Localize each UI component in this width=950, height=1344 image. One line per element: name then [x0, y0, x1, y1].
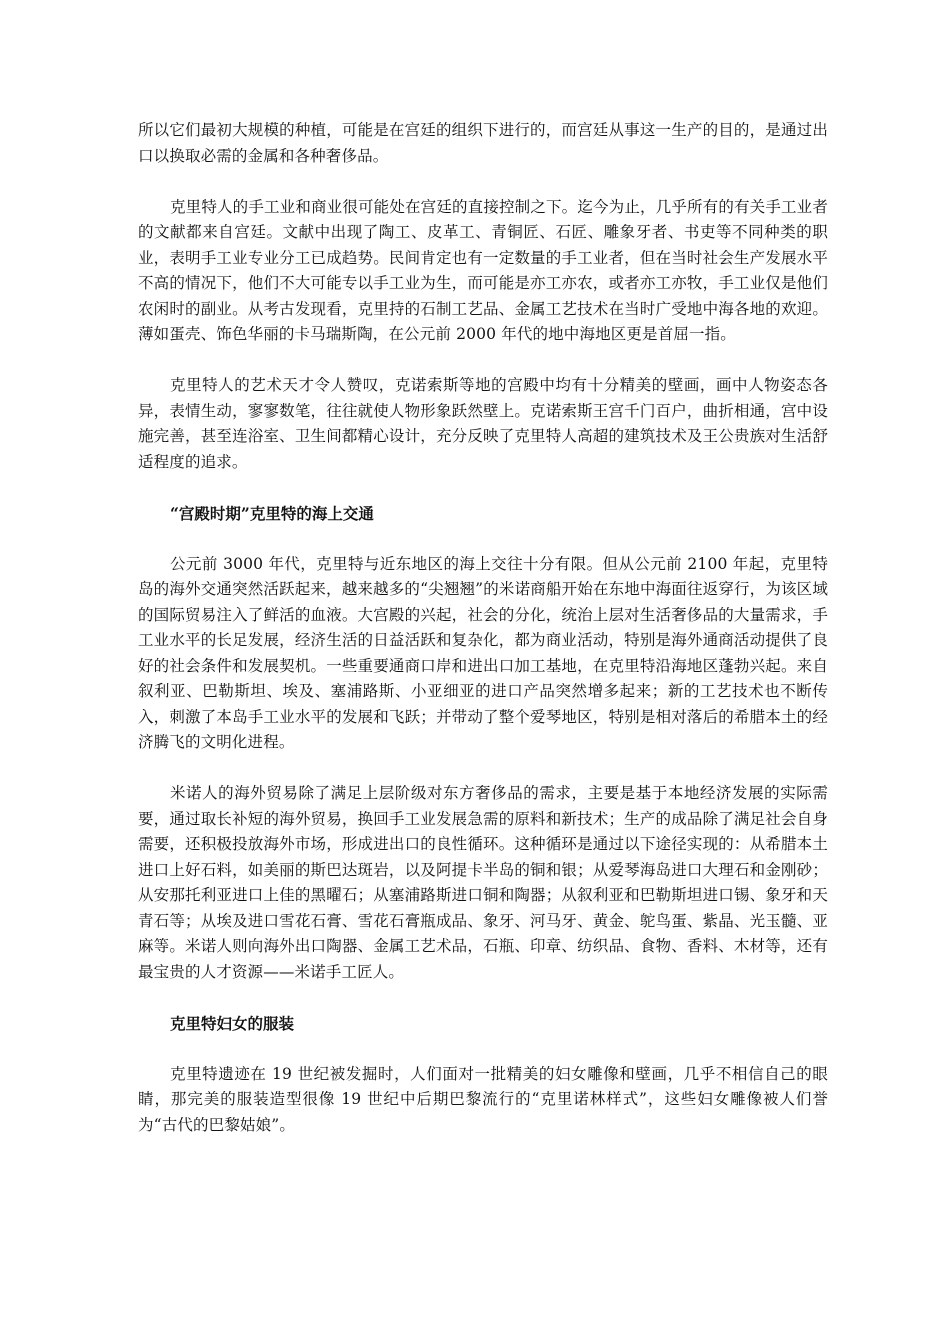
paragraph-art-architecture: 克里特人的艺术天才令人赞叹，克诺索斯等地的宫殿中均有十分精美的壁画，画中人物姿态各异，表情生动，寥寥数笔，往往就使人物形象跃然壁上。克诺索斯王宫千门百户，曲折相通，宫中设施完善，甚至连浴室、卫生间都精心设计，充分反映了克里特人高超的建筑技术及王公贵族对生活舒适程度的追求。 [138, 376, 828, 471]
paragraph-minoan-overseas-trade: 米诺人的海外贸易除了满足上层阶级对东方奢侈品的需求，主要是基于本地经济发展的实际需要，通过取长补短的海外贸易，换回手工业发展急需的原料和新技术；生产的成品除了满足社会自身需要，还积极投放海外市场，形成进出口的良性循环。这种循环是通过以下途径实现的：从希腊本土进口上好石料，如美丽的斯巴达斑岩，以及阿提卡半岛的铜和银；从爱琴海岛进口大理石和金刚砂；从安那托利亚进口上佳的黑曜石；从塞浦路斯进口铜和陶器；从叙利亚和巴勒斯坦进口锡、象牙和天青石等；从埃及进口雪花石膏、雪花石膏瓶成品、象牙、河马牙、黄金、鸵鸟蛋、紫晶、光玉髓、亚麻等。米诺人则向海外出口陶器、金属工艺术品，石瓶、印章、纺织品、食物、香料、木材等，还有最宝贵的人才资源——米诺手工匠人。 [138, 784, 828, 981]
paragraph-womens-clothing: 克里特遗迹在 19 世纪被发掘时，人们面对一批精美的妇女雕像和壁画，几乎不相信自己的眼睛，那完美的服装造型很像 19 世纪中后期巴黎流行的“克里诺林样式”，这些妇女雕像被人们誉为“古代的巴黎姑娘”。 [138, 1064, 828, 1134]
paragraph-handicraft-commerce: 克里特人的手工业和商业很可能处在宫廷的直接控制之下。迄今为止，几乎所有的有关手工业者的文献都来自宫廷。文献中出现了陶工、皮革工、青铜匠、石匠、雕象牙者、书吏等不同种类的职业，表明手工业专业分工已成趋势。民间肯定也有一定数量的手工业者，但在当时社会生产发展水平不高的情况下，他们不大可能专以手工业为生，而可能是亦工亦农，或者亦工亦牧，手工业仅是他们农闲时的副业。从考古发现看，克里持的石制工艺品、金属工艺技术在当时广受地中海各地的欢迎。薄如蛋壳、饰色华丽的卡马瑞斯陶，在公元前 2000 年代的地中海地区更是首屈一指。 [138, 197, 828, 343]
paragraph-gap [138, 348, 828, 374]
paragraph-gap [138, 756, 828, 782]
paragraph-gap [138, 526, 828, 552]
document-page [138, 118, 828, 1138]
paragraph-maritime-trade: 公元前 3000 年代，克里特与近东地区的海上交往十分有限。但从公元前 2100 年起，克里特岛的海外交通突然活跃起来，越来越多的“尖翘翘”的米诺商船开始在东地中海面往返穿行，为该区域的国际贸易注入了鲜活的血液。大宫殿的兴起，社会的分化，统治上层对生活奢侈品的大量需求，手工业水平的长足发展，经济生活的日益活跃和复杂化，都为商业活动，特别是海外通商活动提供了良好的社会条件和发展契机。一些重要通商口岸和进出口加工基地，在克里特沿海地区蓬勃兴起。来自叙利亚、巴勒斯坦、埃及、塞浦路斯、小亚细亚的进口产品突然增多起来；新的工艺技术也不断传入，刺激了本岛手工业水平的发展和飞跃；并带动了整个爱琴地区，特别是相对落后的希腊本土的经济腾飞的文明化进程。 [138, 554, 828, 751]
paragraph-gap [138, 169, 828, 195]
paragraph-palace-production: 所以它们最初大规模的种植，可能是在宫廷的组织下进行的，而宫廷从事这一生产的目的，是通过出口以换取必需的金属和各种奢侈品。 [138, 121, 828, 165]
section-heading-womens-clothing: 克里特妇女的服装 [170, 1013, 295, 1033]
paragraph-gap [138, 985, 828, 1011]
paragraph-gap [138, 475, 828, 501]
section-heading-maritime-traffic: “宫殿时期”克里特的海上交通 [170, 503, 374, 523]
paragraph-gap [138, 1036, 828, 1062]
